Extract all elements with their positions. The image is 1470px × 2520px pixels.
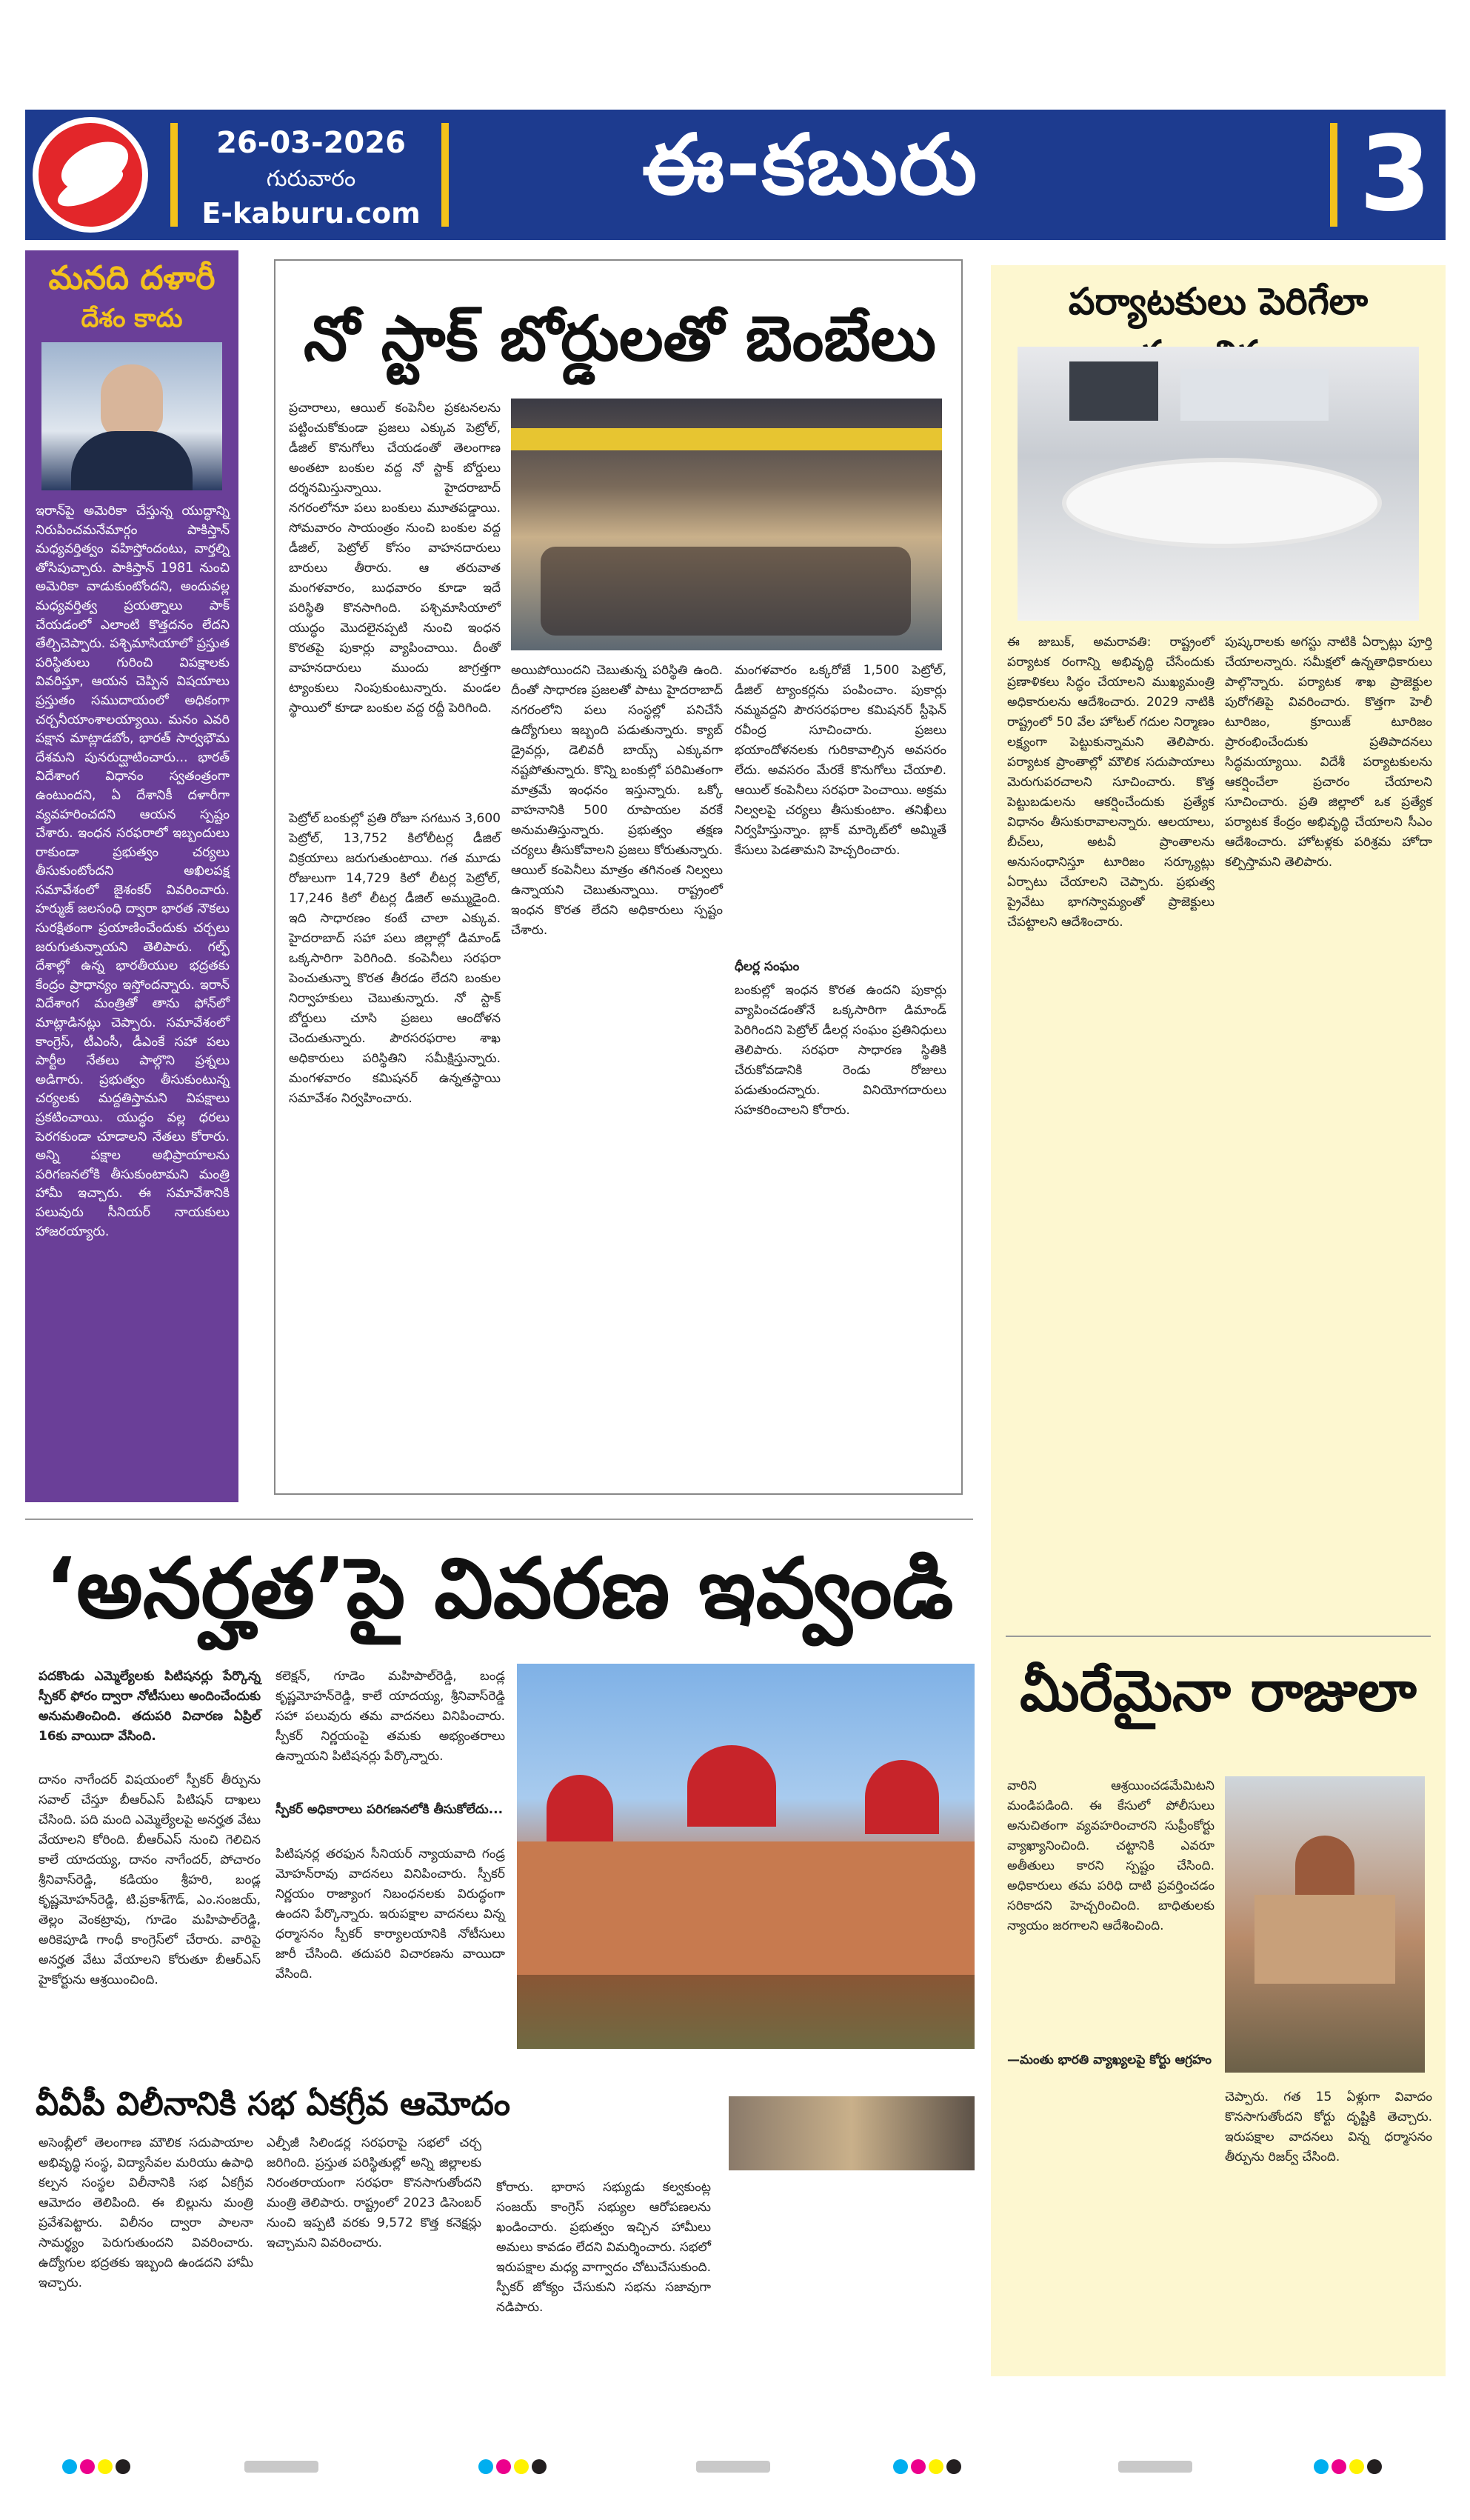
legislator-photo: [729, 2096, 975, 2170]
registration-mark: [929, 2459, 943, 2474]
e-kaburu-logo: [33, 117, 148, 233]
merger-column-2: ఎల్పీజీ సిలిండర్ల సరఫరాపై సభలో చర్చ జరిగింది. ప్రస్తుత పరిస్థితుల్లో అన్ని జిల్లాలకు నిరంతరాయంగా సరఫరా కొనసాగుతోందని మంత్రి తెలిపారు. రాష్ట్రంలో 2023 డిసెంబర్ నుంచి ఇప్పటి వరకు 9,572 కొత్త కనెక్షన్లు ఇచ్చామని వివరించారు.: [267, 2136, 481, 2250]
registration-mark: [80, 2459, 95, 2474]
grey-bar: [244, 2461, 318, 2473]
divider: [25, 1519, 973, 1520]
minister-photo: [41, 342, 222, 490]
court-column-2: చెప్పారు. గత 15 ఏళ్లుగా వివాదం కొనసాగుతోందని కోర్టు దృష్టికి తెచ్చారు. ఇరుపక్షాల వాదనలు విన్న ధర్మాసనం తీర్పును రిజర్వ్ చేసింది.: [1225, 2090, 1432, 2164]
disqualification-column-2: కలెక్షన్, గూడెం మహిపాల్‌రెడ్డి, బండ్ల కృష్ణమోహన్‌రెడ్డి, కాలే యాదయ్య, శ్రీనివాస్‌రెడ్డి సహా పలువురు తమ వాదనలు వినిపించారు. స్పీకర్ నిర్ణయంపై తమకు అభ్యంతరాలు ఉన్నాయని పిటిషనర్లు పేర్కొన్నారు.: [275, 1669, 505, 1764]
divider: [1330, 123, 1337, 227]
lead-column-4: మంగళవారం ఒక్కరోజే 1,500 పెట్రోల్, డీజిల్ ట్యాంకర్లను పంపించాం. పుకార్లు నమ్మవద్దని పౌరసరఫరాల కమిషనర్ స్టీఫెన్ రవీంద్ర సూచించారు. ప్రజలు భయాందోళనలకు గురికావాల్సిన అవసరం లేదు. అవసరం మేరకే కొనుగోలు చేయాలి. ఆయిల్ కంపెనీలు సరఫరా పెంచాయి. అక్రమ నిల్వలపై చర్యలు తీసుకుంటాం. తనిఖీలు నిర్వహిస్తున్నాం. బ్లాక్ మార్కెట్‌లో అమ్మితే కేసులు పెడతామని హెచ్చరించారు.: [735, 663, 946, 858]
registration-mark: [1367, 2459, 1382, 2474]
registration-mark: [98, 2459, 113, 2474]
lead-column-4b: బంకుల్లో ఇంధన కొరత ఉందని పుకార్లు వ్యాపించడంతోనే ఒక్కసారిగా డిమాండ్ పెరిగిందని పెట్రోల్ డీలర్ల సంఘం ప్రతినిధులు తెలిపారు. సరఫరా సాధారణ స్థితికి చేరుకోవడానికి రెండు రోజులు పడుతుందన్నారు. వినియోగదారులు సహకరించాలని కోరారు.: [735, 983, 946, 1118]
review-meeting-photo: [1018, 347, 1419, 621]
registration-mark: [946, 2459, 961, 2474]
registration-mark: [532, 2459, 547, 2474]
issue-day: గురువారం: [266, 166, 356, 192]
divider: [1006, 1636, 1431, 1637]
registration-mark: [1332, 2459, 1346, 2474]
registration-mark: [478, 2459, 493, 2474]
lead-column-1: ప్రచారాలు, ఆయిల్ కంపెనీల ప్రకటనలను పట్టించుకోకుండా ప్రజలు ఎక్కువ పెట్రోల్, డీజిల్ కొనుగోలు చేయడంతో తెలంగాణ అంతటా బంకుల వద్ద నో స్టాక్ బోర్డులు దర్శనమిస్తున్నాయి. హైదరాబాద్ నగరంలోనూ పలు బంకులు మూతపడ్డాయి. సోమవారం సాయంత్రం నుంచి బంకుల వద్ద డీజిల్, పెట్రోల్ కోసం వాహనదారులు బారులు తీరారు. ఆ తరువాత మంగళవారం, బుధవారం కూడా ఇదే పరిస్థితి కొనసాగింది. పశ్చిమాసియాలో యుద్ధం మొదలైనప్పటి నుంచి ఇంధన కొరతపై పుకార్లు వ్యాపించాయి. దీంతో వాహనదారులు ముందు జాగ్రత్తగా ట్యాంకులు నింపుకుంటున్నారు. మండల స్థాయిలో కూడా బంకుల వద్ద రద్దీ పెరిగింది.: [289, 401, 501, 716]
merger-headline: వీవీపీ విలీనానికి సభ ఏకగ్రీవ ఆమోదం: [36, 2085, 511, 2123]
right-column: [991, 265, 1446, 2376]
website-url[interactable]: E-kaburu.com: [201, 197, 421, 230]
divider: [170, 123, 178, 227]
disqualification-column-1: దానం నాగేందర్ విషయంలో స్పీకర్ తీర్పును సవాల్ చేస్తూ బీఆర్ఎస్ పిటిషన్ దాఖలు చేసింది. పది మంది ఎమ్మెల్యేలపై అనర్హత వేటు వేయాలని కోరింది. బీఆర్ఎస్ నుంచి గెలిచిన కాలే యాదయ్య, దానం నాగేందర్, పోచారం శ్రీనివాస్‌రెడ్డి, కడియం శ్రీహరి, బండ్ల కృష్ణమోహన్‌రెడ్డి, టి.ప్రకాశ్‌గౌడ్, ఎం.సంజయ్, తెల్లం వెంకట్రావు, గూడెం మహిపాల్‌రెడ్డి, అరికెపూడి గాంధీ కాంగ్రెస్‌లో చేరారు. వారిపై అనర్హత వేటు వేయాలని కోరుతూ బీఆర్ఎస్ హైకోర్టును ఆశ్రయించింది.: [39, 1773, 261, 1987]
tourism-column-1: ఈ జుబుక్, అమరావతి: రాష్ట్రంలో పర్యాటక రంగాన్ని అభివృద్ధి చేసేందుకు ప్రణాళికలు సిద్ధం చేయాలని ముఖ్యమంత్రి అధికారులను ఆదేశించారు. 2029 నాటికి రాష్ట్రంలో 50 వేల హోటల్ గదుల నిర్మాణం లక్ష్యంగా పెట్టుకున్నామని తెలిపారు. పర్యాటక ప్రాంతాల్లో మౌలిక సదుపాయాలు మెరుగుపరచాలని సూచించారు. కొత్త పెట్టుబడులను ఆకర్షించేందుకు ప్రత్యేక విధానం తీసుకురావాలన్నారు. ఆలయాలు, బీచ్‌లు, అటవీ ప్రాంతాలను అనుసంధానిస్తూ టూరిజం సర్క్యూట్లు ఏర్పాటు చేయాలని చెప్పారు. ప్రభుత్వ ప్రైవేటు భాగస్వామ్యంతో ప్రాజెక్టులు చేపట్టాలని ఆదేశించారు.: [1007, 635, 1215, 930]
registration-mark: [496, 2459, 511, 2474]
disqualification-lede: పదకొండు ఎమ్మెల్యేలకు పిటిషనర్లు పేర్కొన్న స్పీకర్ ఫోరం ద్వారా నోటీసులు అందించేందుకు అనుమతించింది. తదుపరి విచారణ ఏప్రిల్ 16కు వాయిదా వేసింది.: [39, 1669, 261, 1744]
tourism-column-2: పుష్కరాలకు అగస్టు నాటికి ఏర్పాట్లు పూర్తి చేయాలన్నారు. సమీక్షలో ఉన్నతాధికారులు పాల్గొన్నారు. పర్యాటక శాఖ ప్రాజెక్టుల పురోగతిపై వివరించారు. కొత్తగా హెలీ టూరిజం, క్రూయిజ్ టూరిజం ప్రారంభించేందుకు ప్రతిపాదనలు సిద్ధమయ్యాయి. విదేశీ పర్యాటకులను ఆకర్షించేలా ప్రచారం చేయాలని సూచించారు. ప్రతి జిల్లాలో ఒక ప్రత్యేక పర్యాటక కేంద్రం అభివృద్ధి చేయాలని సీఎం ఆదేశించారు. హోటళ్లకు పరిశ్రమ హోదా కల్పిస్తామని తెలిపారు.: [1225, 635, 1432, 870]
masthead: [25, 110, 1446, 240]
petrol-bunk-queue-photo: [511, 399, 942, 650]
registration-mark: [1349, 2459, 1364, 2474]
registration-mark: [62, 2459, 77, 2474]
supreme-court-headline: మీరేమైనా రాజులా: [1020, 1658, 1417, 1724]
lead-headline: నో స్టాక్ బోర్డులతో బెంబేలు: [304, 302, 936, 375]
court-subhead: —మంతు భారతి వ్యాఖ్యలపై కోర్టు ఆగ్రహం: [1007, 2053, 1212, 2067]
disqualification-column-2b: పిటిషనర్ల తరఫున సీనియర్ న్యాయవాది గండ్ర మోహన్‌రావు వాదనలు వినిపించారు. స్పీకర్ నిర్ణయం రాజ్యాంగ నిబంధనలకు విరుద్ధంగా ఉందని పేర్కొన్నారు. ఇరుపక్షాల వాదనలు విన్న ధర్మాసనం స్పీకర్ కార్యాలయానికి నోటీసులు జారీ చేసింది. తదుపరి విచారణను వాయిదా వేసింది.: [275, 1847, 505, 1981]
lead-story: [274, 259, 963, 1495]
left-column-heading: మనది దళారీ: [48, 259, 216, 297]
left-column-story: [25, 250, 238, 1502]
page-number: 3: [1359, 114, 1431, 235]
registration-mark: [911, 2459, 926, 2474]
newspaper-title: ఈ-కబురు: [641, 117, 979, 213]
tourism-headline: పర్యాటకులు పెరిగేలా: [1068, 280, 1369, 323]
registration-mark: [1314, 2459, 1329, 2474]
grey-bar: [1118, 2461, 1192, 2473]
disqualification-headline: ‘అనర్హత’పై వివరణ ఇవ్వండి: [44, 1541, 954, 1637]
lead-column-2: పెట్రోల్ బంకుల్లో ప్రతి రోజూ సగటున 3,600 పెట్రోల్, 13,752 కిలోలీటర్ల డీజిల్ విక్రయాలు జరుగుతుంటాయి. గత మూడు రోజులుగా 14,729 కిలో లీటర్ల పెట్రోల్, 17,246 కిలో లీటర్ల డీజిల్ అమ్ముడైంది. ఇది సాధారణం కంటే చాలా ఎక్కువ. హైదరాబాద్ సహా పలు జిల్లాల్లో డిమాండ్ ఒక్కసారిగా పెరిగింది. కంపెనీలు సరఫరా పెంచుతున్నా కొరత తీరడం లేదని బంకుల నిర్వాహకులు చెబుతున్నారు. నో స్టాక్ బోర్డులు చూసి ప్రజలు ఆందోళన చెందుతున్నారు. పౌరసరఫరాల శాఖ అధికారులు పరిస్థితిని సమీక్షిస్తున్నారు. మంగళవారం కమిషనర్ ఉన్నతస్థాయి సమావేశం నిర్వహించారు.: [289, 811, 501, 1106]
issue-date: 26-03-2026: [216, 126, 406, 160]
disqualification-subhead: స్పీకర్ అధికారాలు పరిగణనలోకి తీసుకోలేదు...: [275, 1802, 504, 1817]
left-column-body: ఇరాన్‌పై అమెరికా చేస్తున్న యుద్ధాన్ని నిరుపించమనేమార్గం పాకిస్తాన్ మధ్యవర్తిత్వం వహిస్తోందంటు, వార్తల్ని తోసిపుచ్చారు. పాకిస్తాన్ 1981 నుంచి అమెరికా వాడుకుంటోందని, అందువల్ల మధ్యవర్తిత్వ ప్రయత్నాలు పాక్ చేయడంలో ఎలాంటి కొత్తదనం లేదని తేల్చిచెప్పారు. పశ్చిమాసియాలో ప్రస్తుత పరిస్థితులు గురించి విపక్షాలకు వివరిస్తూ, ఆయన చెప్పిన విషయాలు ప్రస్తుతం సముదాయంలో అధికంగా చర్చనీయాంశాలయ్యాయి. మనం ఎవరి పక్షాన మాట్లాడబోం, భారత్ సార్వభౌమ దేశమని పునరుద్ఘాటించారు... భారత్ విదేశాంగ విధానం స్వతంత్రంగా ఉంటుందని, ఏ దేశానికీ దళారీగా వ్యవహరించదని ఆయన స్పష్టం చేశారు. ఇంధన సరఫరాలో ఇబ్బందులు రాకుండా ప్రభుత్వం చర్యలు తీసుకుంటోందని అఖిలపక్ష సమావేశంలో జైశంకర్ వివరించారు. హర్ముజ్ జలసంధి ద్వారా భారత నౌకలు సురక్షితంగా ప్రయాణించేందుకు చర్చలు జరుగుతున్నాయని తెలిపారు. గల్ఫ్ దేశాల్లో ఉన్న భారతీయుల భద్రతకు కేంద్రం ప్రాధాన్యం ఇస్తోందన్నారు. ఇరాన్ విదేశాంగ మంత్రితో తాను ఫోన్‌లో మాట్లాడినట్లు చెప్పారు. సమావేశంలో కాంగ్రెస్, టీఎంసీ, డీఎంకే సహా పలు పార్టీల నేతలు పాల్గొని ప్రశ్నలు అడిగారు. ప్రభుత్వం తీసుకుంటున్న చర్యలకు మద్దతిస్తామని విపక్షాలు ప్రకటించాయి. యుద్ధం వల్ల ధరలు పెరగకుండా చూడాలని నేతలు కోరారు. అన్ని పక్షాల అభిప్రాయాలను పరిగణనలోకి తీసుకుంటామని మంత్రి హామీ ఇచ్చారు. ఈ సమావేశానికి పలువురు సీనియర్ నాయకులు హాజరయ్యారు.: [36, 504, 230, 1239]
divider: [441, 123, 449, 227]
supreme-court-photo: [1225, 1776, 1425, 2073]
grey-bar: [696, 2461, 770, 2473]
registration-mark: [893, 2459, 908, 2474]
registration-mark: [514, 2459, 529, 2474]
court-column-1: వారిని ఆశ్రయించడమేమిటని మండిపడింది. ఈ కేసులో పోలీసులు అనుచితంగా వ్యవహరించారని సుప్రీంకోర్టు వ్యాఖ్యానించింది. చట్టానికి ఎవరూ అతీతులు కారని స్పష్టం చేసింది. అధికారులు తమ పరిధి దాటి ప్రవర్తించడం సరికాదని హెచ్చరించింది. బాధితులకు న్యాయం జరగాలని ఆదేశించింది.: [1007, 1779, 1215, 1933]
left-column-subheading: దేశం కాదు: [81, 304, 183, 333]
merger-column-3: కోరారు. భారాస సభ్యుడు కల్వకుంట్ల సంజయ్ కాంగ్రెస్ సభ్యుల ఆరోపణలను ఖండించారు. ప్రభుత్వం ఇచ్చిన హామీలు అమలు కావడం లేదని విమర్శించారు. సభలో ఇరుపక్షాల మధ్య వాగ్వాదం చోటుచేసుకుంది. స్పీకర్ జోక్యం చేసుకుని సభను సజావుగా నడిపారు.: [496, 2180, 711, 2315]
lead-subhead: ధీలర్ల సంఘం: [735, 959, 800, 974]
lead-column-3: అయిపోయిందని చెబుతున్న పరిస్థితి ఉంది. దీంతో సాధారణ ప్రజలతో పాటు హైదరాబాద్ నగరంలోని పలు సంస్థల్లో పనిచేసే ఉద్యోగులు ఇబ్బంది పడుతున్నారు. క్యాబ్ డ్రైవర్లు, డెలివరీ బాయ్స్ ఎక్కువగా నష్టపోతున్నారు. కొన్ని బంకుల్లో పరిమితంగా మాత్రమే ఇంధనం ఇస్తున్నారు. ఒక్కో వాహనానికి 500 రూపాయల వరకే అనుమతిస్తున్నారు. ప్రభుత్వం తక్షణ చర్యలు తీసుకోవాలని ప్రజలు కోరుతున్నారు. ఆయిల్ కంపెనీలు మాత్రం తగినంత నిల్వలు ఉన్నాయని చెబుతున్నాయి. రాష్ట్రంలో ఇంధన కొరత లేదని అధికారులు స్పష్టం చేశారు.: [511, 663, 723, 938]
registration-mark: [116, 2459, 130, 2474]
high-court-building-photo: [517, 1664, 975, 2049]
merger-column-1: అసెంబ్లీలో తెలంగాణ మౌలిక సదుపాయాల అభివృద్ధి సంస్థ, విద్యాసేవల మరియు ఉపాధి కల్పన సంస్థల విలీనానికి సభ ఏకగ్రీవ ఆమోదం తెలిపింది. ఈ బిల్లును మంత్రి ప్రవేశపెట్టారు. విలీనం ద్వారా పాలనా సామర్థ్యం పెరుగుతుందని వివరించారు. ఉద్యోగుల భద్రతకు ఇబ్బంది ఉండదని హామీ ఇచ్చారు.: [39, 2136, 253, 2290]
